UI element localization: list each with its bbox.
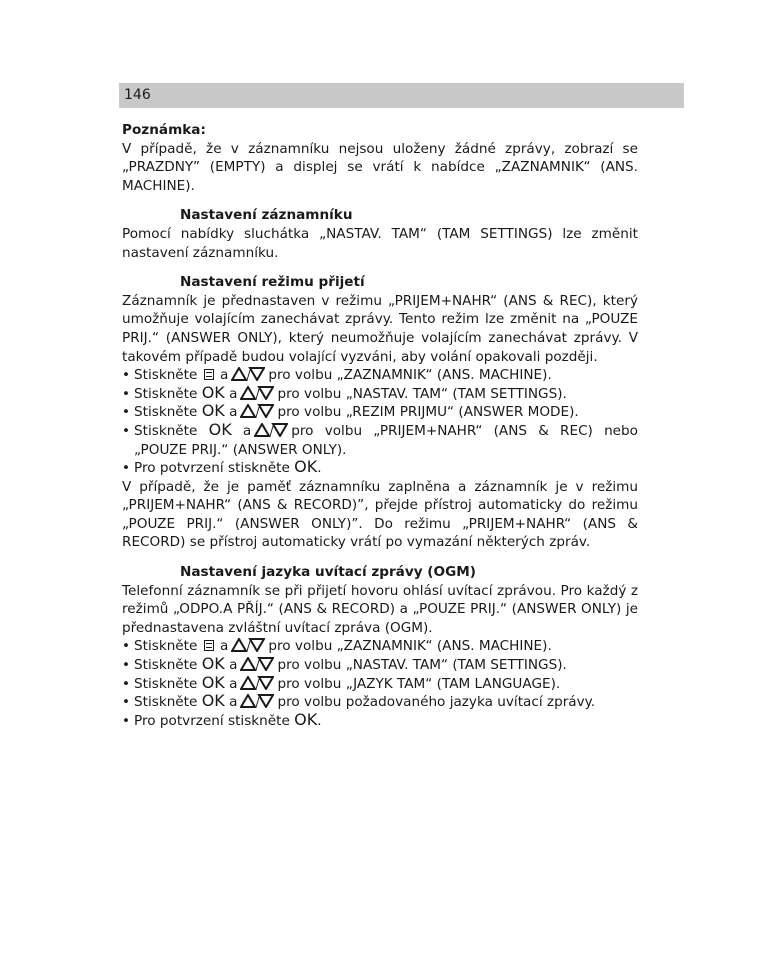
up-down-arrows-icon xyxy=(240,694,274,708)
page-content xyxy=(122,121,638,730)
section2-step-4: • Stiskněte OK a / pro volbu „PRIJEM+NAHR“ (ANS & REC) nebo „POUZE PRIJ.“ (ANSWER ONLY). xyxy=(122,422,638,459)
up-down-arrows-icon xyxy=(240,404,274,418)
svg-text:/: / xyxy=(255,676,261,690)
svg-text:/: / xyxy=(255,386,261,400)
section2-intro: Záznamník je přednastaven v režimu „PRIJEM+NAHR“ (ANS & REC), který umožňuje volajícím zanechávat zprávy. Tento režim lze změnit na „POUZE PRIJ.“ (ANSWER ONLY), který neumožňuje volajícím zanechávat zprávy. V takovém případě budou volající vyzváni, aby volání opakovali později. xyxy=(122,292,638,365)
ok-key: OK xyxy=(201,401,225,421)
section3-confirm: • Pro potvrzení stiskněte OK. xyxy=(122,712,638,731)
ok-key: OK xyxy=(201,654,225,674)
section3-step-1: • Stiskněte a / pro volbu „ZAZNAMNIK“ (ANS. MACHINE). xyxy=(122,637,638,656)
svg-text:/: / xyxy=(255,695,261,709)
note-text: V případě, že v záznamníku nejsou uloženy žádné zprávy, zobrazí se „PRAZDNY” (EMPTY) a displej se vrátí k nabídce „ZAZNAMNIK“ (ANS. MACHINE). xyxy=(122,140,638,194)
note-title: Poznámka: xyxy=(122,122,206,138)
ok-key: OK xyxy=(294,457,318,477)
section2-step-3: • Stiskněte OK a / pro volbu „REZIM PRIJMU“ (ANSWER MODE). xyxy=(122,403,638,422)
header-bar xyxy=(119,83,684,108)
ok-key: OK xyxy=(294,709,318,729)
svg-text:/: / xyxy=(255,405,261,419)
section1-text: Pomocí nabídky sluchátka „NASTAV. TAM“ (TAM SETTINGS) lze změnit nastavení záznamníku. xyxy=(122,225,638,261)
section3-step-2: • Stiskněte OK a / pro volbu „NASTAV. TAM“ (TAM SETTINGS). xyxy=(122,656,638,675)
section2-step-2: • Stiskněte OK a / pro volbu „NASTAV. TAM“ (TAM SETTINGS). xyxy=(122,385,638,404)
section3-step-4: • Stiskněte OK a / pro volbu požadovaného jazyka uvítací zprávy. xyxy=(122,693,638,712)
menu-key-icon xyxy=(204,369,214,380)
ok-key: OK xyxy=(201,691,225,711)
section2-steps xyxy=(122,366,638,478)
section1-title: Nastavení záznamníku xyxy=(180,207,353,224)
section3-title: Nastavení jazyka uvítací zprávy (OGM) xyxy=(180,564,476,581)
section2-title: Nastavení režimu přijetí xyxy=(180,274,365,291)
page-number: 146 xyxy=(124,87,151,103)
svg-text:/: / xyxy=(246,639,251,653)
ok-key: OK xyxy=(201,382,225,402)
svg-text:/: / xyxy=(246,368,251,382)
ok-key: OK xyxy=(208,419,232,439)
section2-step-1: • Stiskněte a / pro volbu „ZAZNAMNIK“ (ANS. MACHINE). xyxy=(122,366,638,385)
section2-outro: V případě, že je paměť záznamníku zaplněna a záznamník je v režimu „PRIJEM+NAHR“ (ANS & RECORD)”, přejde přístroj automaticky do režimu „POUZE PRIJ.“ (ANSWER ONLY)”. Do režimu „PRIJEM+NAHR“ (ANS & RECORD) se přístroj automaticky vrátí po vymazání některých zpráv. xyxy=(122,478,638,551)
ok-key: OK xyxy=(201,672,225,692)
up-down-arrows-icon xyxy=(240,386,274,400)
up-down-arrows-icon xyxy=(240,657,274,671)
up-down-arrows-icon xyxy=(240,676,274,690)
up-down-arrows-icon xyxy=(231,367,265,381)
svg-text:/: / xyxy=(255,658,261,672)
section3-steps xyxy=(122,637,638,730)
menu-key-icon xyxy=(204,640,214,651)
up-down-arrows-icon xyxy=(254,423,288,437)
section3-step-3: • Stiskněte OK a / pro volbu „JAZYK TAM“ (TAM LANGUAGE). xyxy=(122,675,638,694)
svg-text:/: / xyxy=(269,423,274,437)
up-down-arrows-icon xyxy=(231,638,265,652)
section3-intro: Telefonní záznamník se při přijetí hovoru ohlásí uvítací zprávou. Pro každý z režimů „ODPO.A PŘÍJ.“ (ANS & RECORD) a „POUZE PRIJ.“ (ANSWER ONLY) je přednastavena zvláštní uvítací zpráva (OGM). xyxy=(122,582,638,636)
section2-confirm: • Pro potvrzení stiskněte OK. xyxy=(122,459,638,478)
